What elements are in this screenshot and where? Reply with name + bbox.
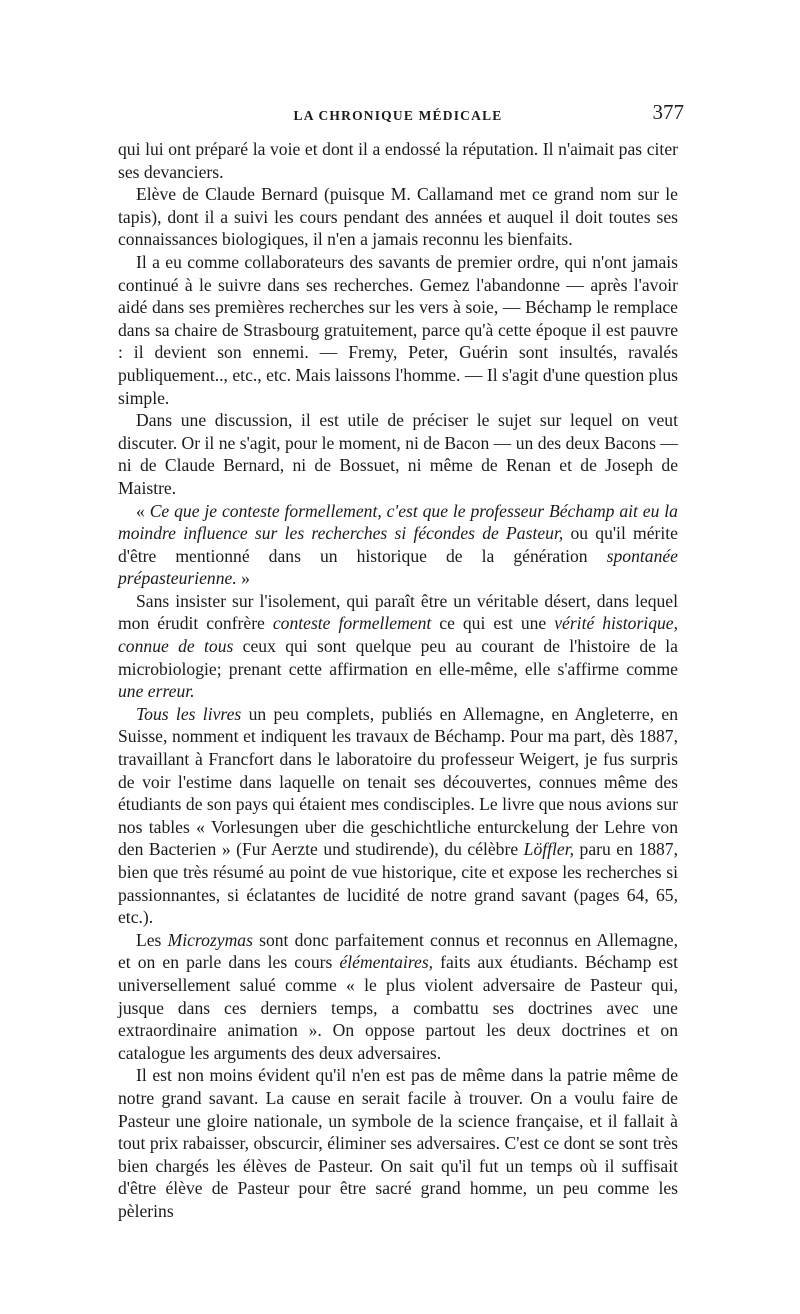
text-run: Sans insister sur l'isolement, qui paraît être un véritable désert, dans lequel mon érudit confrère	[118, 590, 678, 634]
paragraph	[118, 138, 678, 183]
running-title: LA CHRONIQUE MÉDICALE	[293, 108, 503, 123]
text-run: Il a eu comme collaborateurs des savants de premier ordre, qui n'ont jamais continué à le suivre dans ses recherches. Gemez l'abandonne — après l'avoir aidé dans ses premières recherches sur les vers à soie, — Béchamp le remplace dans sa chaire de Strasbourg gratuitement, parce qu'à cette époque il est pauvre : il devient son ennemi. — Fremy, Peter, Guérin sont insultés, ravalés publiquement.., etc., etc. Mais laissons l'homme. — Il s'agit d'une question plus simple.	[118, 251, 678, 408]
text-run: faits aux étudiants. Béchamp est universellement salué comme « le plus violent adversaire de Pasteur qui, jusque dans ces derniers temps, a combattu ses doctrines avec une extraordinaire animation ». On oppose partout les deux doctrines et on catalogue les arguments des deux adversaires.	[118, 952, 679, 1063]
text-run: ceux qui sont quelque peu au courant de l'histoire de la microbiologie; prenant cette affirmation en elle-même, elle s'affirme comme	[118, 636, 678, 679]
document-page	[118, 100, 684, 1223]
text-run: sont donc parfaitement connus et reconnus en Allemagne, et on en parle dans les cours	[118, 929, 678, 973]
paragraph	[118, 251, 678, 409]
italic-text: Ce que je conteste formellement, c'est que le professeur Béchamp ait eu la moindre influence sur les recherches si fécondes de Pasteur,	[118, 500, 678, 544]
italic-text: élémentaires,	[339, 952, 434, 973]
text-run: Dans une discussion, il est utile de préciser le sujet sur lequel on veut discuter. Or il ne s'agit, pour le moment, ni de Bacon — un des deux Bacons — ni de Claude Bernard, ni de Bossuet, ni même de Renan et de Joseph de Maistre.	[118, 410, 678, 498]
paragraph	[118, 409, 678, 499]
text-run: Il est non moins évident qu'il n'en est pas de même dans la patrie même de notre grand savant. La cause en serait facile à trouver. On a voulu faire de Pasteur une gloire nationale, un symbole de la science française, et il fallait à tout prix rabaisser, obscurcir, éliminer ses adversaires. C'est ce dont se sont très bien chargés les élèves de Pasteur. On sait qu'il fut un temps où il suffisait d'être élève de Pasteur pour être sacré grand homme, un peu comme les pèlerins	[118, 1065, 678, 1221]
running-head	[118, 100, 684, 128]
italic-text: conteste formellement	[272, 613, 432, 634]
paragraph	[118, 929, 678, 1065]
text-run: Les	[136, 929, 168, 950]
paragraph	[118, 703, 678, 929]
paragraph	[118, 500, 678, 590]
text-run: un peu complets, publiés en Allemagne, en Angleterre, en Suisse, nomment et indiquent les travaux de Béchamp. Pour ma part, dès 1887, travaillant à Francfort dans le laboratoire du professeur Weigert, je fus surpris de voir l'estime dans laquelle on tenait ses découvertes, connues même des étudiants de son pays qui étaient mes condisciples. Le livre que nous avions sur nos tables « Vorlesungen uber die geschichtliche enturckelung der Lehre von den Bacterien » (Fur Aerzte und studirende), du célèbre	[118, 703, 679, 860]
italic-text: Tous les livres	[136, 703, 242, 724]
italic-text: une erreur.	[118, 681, 195, 702]
page-number: 377	[652, 100, 684, 124]
text-run: »	[236, 568, 250, 589]
text-run: qui lui ont préparé la voie et dont il a endossé la réputation. Il n'aimait pas citer ses devanciers.	[118, 139, 678, 182]
italic-text: vérité historique, connue de tous	[118, 613, 678, 657]
paragraph	[118, 183, 678, 251]
italic-text: Microzymas	[167, 929, 253, 950]
text-run: Elève de Claude Bernard (puisque M. Callamand met ce grand nom sur le tapis), dont il a suivi les cours pendant des années et auquel il doit toutes ses connaissances biologiques, il n'en a jamais reconnu les bienfaits.	[118, 184, 678, 250]
text-run: paru en 1887, bien que très résumé au point de vue historique, cite et expose les recherches si passionnantes, si éclatantes de lucidité de notre grand savant (pages 64, 65, etc.).	[118, 839, 678, 928]
italic-text: spontanée prépasteurienne.	[118, 545, 678, 589]
text-run: ou qu'il mérite d'être mentionné dans un historique de la génération	[118, 523, 678, 566]
body-text	[118, 138, 678, 1223]
italic-text: Löffler,	[523, 839, 575, 860]
text-run: «	[136, 500, 150, 521]
paragraph	[118, 590, 678, 703]
text-run: ce qui est une	[431, 613, 555, 634]
paragraph	[118, 1064, 678, 1222]
